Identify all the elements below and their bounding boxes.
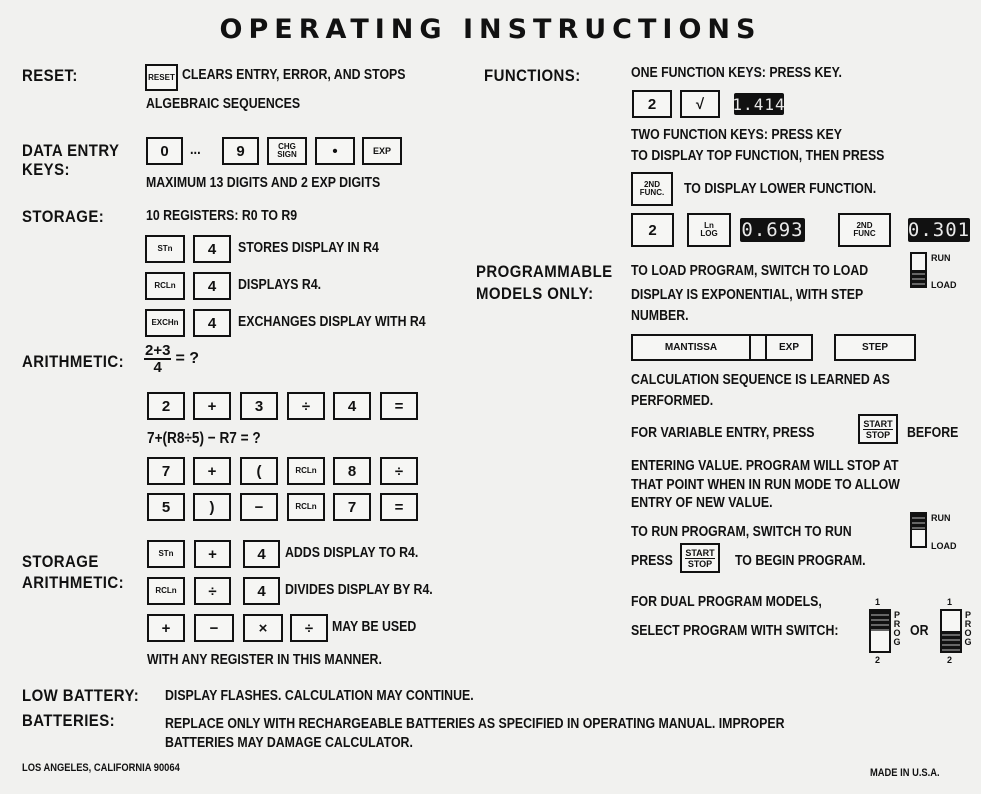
key: 2 [147,392,185,420]
key-4: 4 [193,235,231,263]
key: ÷ [380,457,418,485]
key-2nd-func [838,213,891,247]
prog-letter: P [893,610,900,620]
display-readout: 1.414 [732,94,786,114]
key-rcln: RCLn [145,272,185,300]
start-stop-key [858,414,898,444]
key-2: 2 [632,90,672,118]
key-rcln: RCLn [287,457,325,485]
lower-function-text: TO DISPLAY LOWER FUNCTION. [684,181,877,197]
display-readout: 0.693 [741,219,804,241]
batteries-label: BATTERIES: [22,711,116,730]
key: − [240,493,278,521]
key-2: 2 [631,213,674,247]
switch-load-label: LOAD [931,280,957,290]
prog-letter: R [964,619,972,629]
load-text-2: DISPLAY IS EXPONENTIAL, WITH STEP [631,287,864,303]
key-2nd-func [631,172,673,206]
storage-arithmetic-label-2: ARITHMETIC: [22,573,125,592]
fraction [144,343,171,375]
key-line: LOG [700,229,718,238]
run-text-1: TO RUN PROGRAM, SWITCH TO RUN [631,524,852,540]
key-ln-log [687,213,731,247]
low-battery-label: LOW BATTERY: [22,686,140,705]
key: ÷ [194,577,231,605]
key-rcln: RCLn [147,577,185,605]
prog-letter: O [964,628,972,638]
arithmetic-expression-1 [144,343,199,375]
data-entry-note: MAXIMUM 13 DIGITS AND 2 EXP DIGITS [146,175,381,191]
key-line: 2ND [643,180,660,189]
key: ) [193,493,231,521]
two-function-text-1: TWO FUNCTION KEYS: PRESS KEY [631,127,842,143]
key-9: 9 [222,137,259,165]
key-4: 4 [193,272,231,300]
run-load-switch-run [910,512,927,548]
load-text-3: NUMBER. [631,308,689,324]
key: 8 [333,457,371,485]
learned-text-2: PERFORMED. [631,393,714,409]
denominator: 4 [153,359,162,376]
arithmetic-expression-2: 7+(R8÷5) − R7 = ? [147,430,261,447]
prog-letter: G [893,637,901,647]
begin-program-text: TO BEGIN PROGRAM. [735,553,866,569]
mantissa-field: MANTISSA [631,334,751,361]
chg-text: CHG [278,142,296,151]
key-line: Ln [704,221,714,230]
key: ÷ [287,392,325,420]
key-4: 4 [193,309,231,337]
switch-run-label: RUN [931,513,951,523]
storage-arithmetic-text: DIVIDES DISPLAY BY R4. [285,582,433,598]
key: + [194,540,231,568]
before-text: BEFORE [907,425,959,441]
functions-label: FUNCTIONS: [484,66,581,85]
storage-arithmetic-label-1: STORAGE [22,552,99,571]
start-text: START [685,547,715,558]
prog-letter: O [893,628,901,638]
key-stn: STn [145,235,185,263]
key-sqrt: √ [680,90,720,118]
key-line: 2ND [856,221,873,230]
switch-run-label: RUN [931,253,951,263]
entering-text-2: THAT POINT WHEN IN RUN MODE TO ALLOW [631,477,900,493]
key-decimal: • [315,137,355,165]
exp-field: EXP [765,334,813,361]
prog-2-label: 2 [875,655,881,665]
key-rcln: RCLn [287,493,325,521]
key: = [380,392,418,420]
key: 3 [240,392,278,420]
key: 5 [147,493,185,521]
prog-1-label: 1 [947,597,953,607]
programmable-label-1: PROGRAMMABLE [476,262,613,281]
dual-text-1: FOR DUAL PROGRAM MODELS, [631,594,822,610]
key: + [193,392,231,420]
equals-question: = ? [175,350,200,367]
reset-desc-2: ALGEBRAIC SEQUENCES [146,96,301,112]
load-text-1: TO LOAD PROGRAM, SWITCH TO LOAD [631,263,869,279]
storage-intro: 10 REGISTERS: R0 TO R9 [146,208,298,224]
reset-key: RESET [145,64,178,91]
prog-label [893,611,901,647]
storage-row-text: STORES DISPLAY IN R4 [238,240,379,256]
press-text: PRESS [631,553,673,569]
key: 4 [243,540,280,568]
one-function-text: ONE FUNCTION KEYS: PRESS KEY. [631,65,842,81]
key-stn: STn [147,540,185,568]
page-title: OPERATING INSTRUCTIONS [219,14,762,45]
batteries-text-2: BATTERIES MAY DAMAGE CALCULATOR. [165,735,413,751]
storage-row-text: DISPLAYS R4. [238,277,322,293]
batteries-text-1: REPLACE ONLY WITH RECHARGEABLE BATTERIES AS SPECIFIED IN OPERATING MANUAL. IMPROPER [165,716,785,732]
entering-text-3: ENTRY OF NEW VALUE. [631,495,773,511]
prog-letter: G [964,637,972,647]
start-text: START [863,418,893,429]
key: 7 [333,493,371,521]
key: − [194,614,234,642]
low-battery-text: DISPLAY FLASHES. CALCULATION MAY CONTINUE. [165,688,474,704]
key: 4 [243,577,280,605]
key-exchn: EXCHn [145,309,185,337]
prog-letter: P [964,610,971,620]
key: 4 [333,392,371,420]
numerator: 2+3 [145,342,171,359]
key: 7 [147,457,185,485]
step-field: STEP [834,334,916,361]
switch-load-label: LOAD [931,541,957,551]
key: + [193,457,231,485]
key-chg-sign [267,137,307,165]
storage-arithmetic-text: ADDS DISPLAY TO R4. [285,545,419,561]
display-readout: 0.301 [907,219,971,241]
prog-2-label: 2 [947,655,953,665]
prog-label [964,611,972,647]
storage-label: STORAGE: [22,207,105,226]
dual-text-2: SELECT PROGRAM WITH SWITCH: [631,623,839,639]
storage-arithmetic-footer: WITH ANY REGISTER IN THIS MANNER. [147,652,382,668]
key: × [243,614,283,642]
prog-letter: R [893,619,901,629]
key: = [380,493,418,521]
sign-text: SIGN [277,150,297,159]
stop-text: STOP [687,558,713,569]
reset-label: RESET: [22,66,78,85]
two-function-text-2: TO DISPLAY TOP FUNCTION, THEN PRESS [631,148,885,164]
run-load-switch-load [910,252,927,288]
variable-entry-text: FOR VARIABLE ENTRY, PRESS [631,425,815,441]
footer-made-in: MADE IN U.S.A. [870,767,940,779]
key-line: FUNC. [639,188,665,197]
start-stop-key [680,543,720,573]
storage-arithmetic-text: MAY BE USED [332,619,417,635]
data-entry-label-1: DATA ENTRY [22,141,120,160]
programmable-label-2: MODELS ONLY: [476,284,594,303]
storage-row-text: EXCHANGES DISPLAY WITH R4 [238,314,426,330]
data-entry-label-2: KEYS: [22,160,70,179]
arithmetic-label: ARITHMETIC: [22,352,125,371]
ellipsis: ... [190,141,201,158]
entering-text-1: ENTERING VALUE. PROGRAM WILL STOP AT [631,458,899,474]
key: + [147,614,185,642]
prog-1-label: 1 [875,597,881,607]
key-exp: EXP [362,137,402,165]
prog-switch-1 [869,609,891,653]
or-text: OR [910,623,929,639]
key: ÷ [290,614,328,642]
stop-text: STOP [865,429,891,440]
key: ( [240,457,278,485]
reset-desc-1: CLEARS ENTRY, ERROR, AND STOPS [182,67,406,83]
prog-switch-2 [940,609,962,653]
key-0: 0 [146,137,183,165]
learned-text-1: CALCULATION SEQUENCE IS LEARNED AS [631,372,890,388]
key-line: FUNC [853,229,876,238]
footer-location: LOS ANGELES, CALIFORNIA 90064 [22,762,180,774]
